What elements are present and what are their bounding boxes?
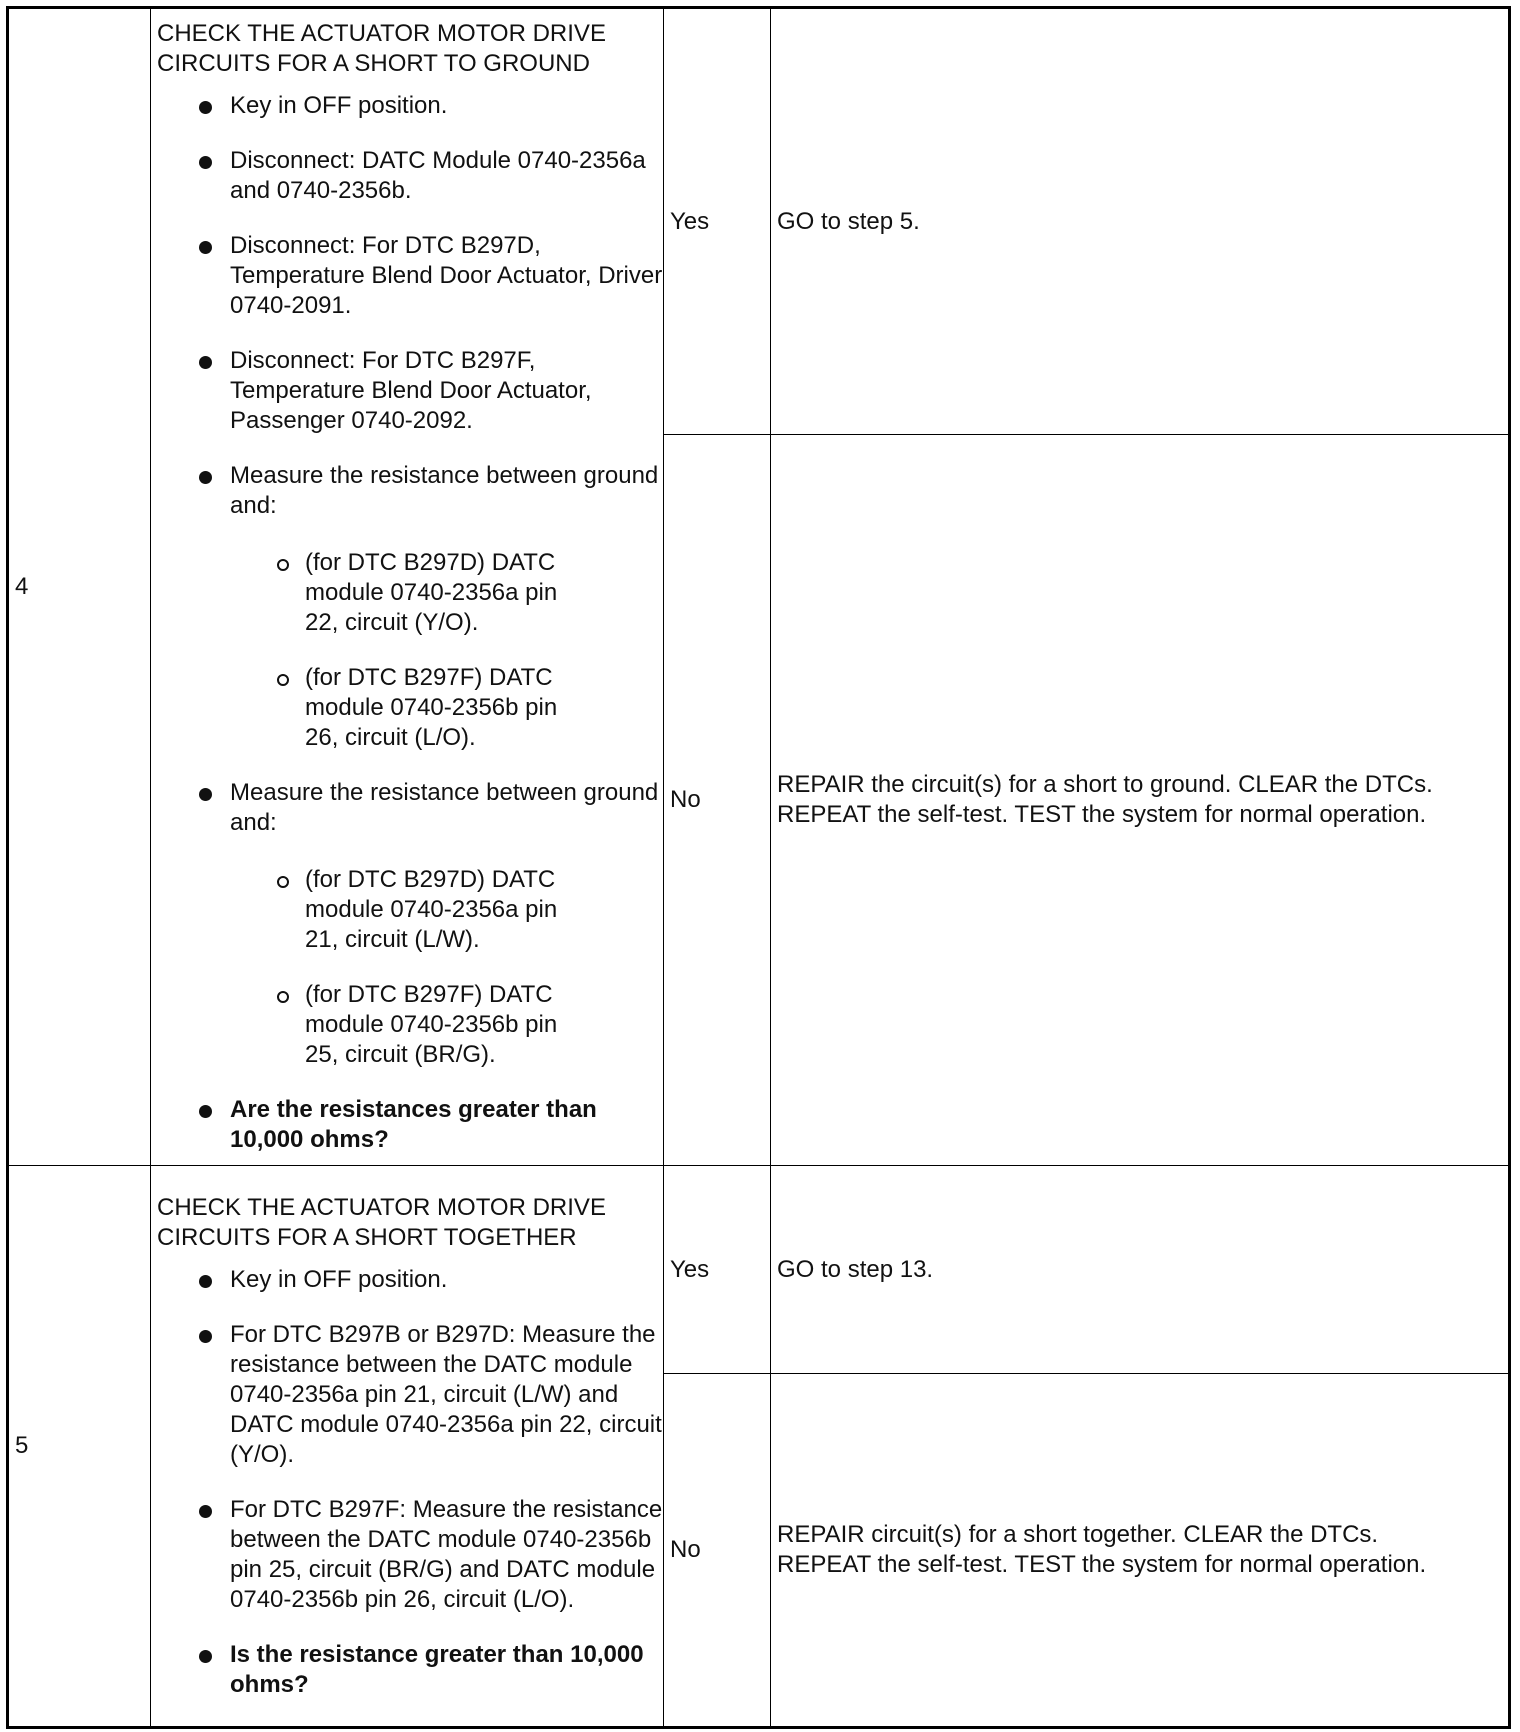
step-4-yes-row bbox=[8, 8, 1510, 435]
bullet-item bbox=[157, 778, 663, 1070]
action-text: GO to step 5. bbox=[777, 207, 920, 235]
action-text: REPAIR circuit(s) for a short together. CLEAR the DTCs. REPEAT the self-test. TEST the system for normal operation. bbox=[777, 1521, 1427, 1578]
question-item: Is the resistance greater than 10,000 ohms? bbox=[157, 1640, 663, 1700]
sub-bullet-item: (for DTC B297D) DATC module 0740-2356a pin 21, circuit (L/W). bbox=[230, 865, 595, 955]
action-yes bbox=[771, 1166, 1510, 1374]
diagnostic-test-table bbox=[6, 6, 1511, 1729]
bullet-item: Key in OFF position. bbox=[157, 1265, 663, 1295]
bullet-list bbox=[157, 1265, 663, 1700]
result-no: No bbox=[664, 435, 771, 1166]
question-item: Are the resistances greater than 10,000 ohms? bbox=[157, 1095, 663, 1155]
measure-label: Measure the resistance between ground and: bbox=[230, 462, 659, 519]
sub-bullet-list bbox=[230, 548, 663, 753]
bullet-item: Disconnect: DATC Module 0740-2356a and 0740-2356b. bbox=[157, 146, 663, 206]
sub-bullet-item: (for DTC B297F) DATC module 0740-2356b pin 25, circuit (BR/G). bbox=[230, 980, 595, 1070]
bullet-item: Disconnect: For DTC B297F, Temperature Blend Door Actuator, Passenger 0740-2092. bbox=[157, 346, 663, 436]
bullet-item bbox=[157, 461, 663, 753]
step-procedure bbox=[151, 8, 664, 1166]
step-title: CHECK THE ACTUATOR MOTOR DRIVE CIRCUITS FOR A SHORT TOGETHER bbox=[157, 1193, 606, 1251]
bullet-item: Key in OFF position. bbox=[157, 91, 663, 121]
result-yes: Yes bbox=[664, 8, 771, 435]
action-no bbox=[771, 1374, 1510, 1728]
action-no bbox=[771, 435, 1510, 1166]
result-yes: Yes bbox=[664, 1166, 771, 1374]
bullet-list bbox=[157, 91, 663, 1155]
step-number: 4 bbox=[8, 8, 151, 1166]
action-text: GO to step 13. bbox=[777, 1255, 934, 1283]
sub-bullet-item: (for DTC B297D) DATC module 0740-2356a pin 22, circuit (Y/O). bbox=[230, 548, 595, 638]
step-5-yes-row bbox=[8, 1166, 1510, 1374]
step-number: 5 bbox=[8, 1166, 151, 1728]
action-yes bbox=[771, 8, 1510, 435]
bullet-item: For DTC B297F: Measure the resistance between the DATC module 0740-2356b pin 25, circuit (BR/G) and DATC module 0740-2356b pin 26, circuit (L/O). bbox=[157, 1495, 663, 1615]
sub-bullet-item: (for DTC B297F) DATC module 0740-2356b pin 26, circuit (L/O). bbox=[230, 663, 595, 753]
result-no: No bbox=[664, 1374, 771, 1728]
action-text: REPAIR the circuit(s) for a short to ground. CLEAR the DTCs. REPEAT the self-test. TEST the system for normal operation. bbox=[777, 771, 1433, 828]
measure-label: Measure the resistance between ground and: bbox=[230, 779, 659, 836]
bullet-item: For DTC B297B or B297D: Measure the resistance between the DATC module 0740-2356a pin 21, circuit (L/W) and DATC module 0740-2356a pin 22, circuit (Y/O). bbox=[157, 1320, 663, 1470]
sub-bullet-list bbox=[230, 865, 663, 1070]
bullet-item: Disconnect: For DTC B297D, Temperature Blend Door Actuator, Driver 0740-2091. bbox=[157, 231, 663, 321]
step-procedure bbox=[151, 1166, 664, 1728]
step-title: CHECK THE ACTUATOR MOTOR DRIVE CIRCUITS FOR A SHORT TO GROUND bbox=[157, 20, 606, 77]
